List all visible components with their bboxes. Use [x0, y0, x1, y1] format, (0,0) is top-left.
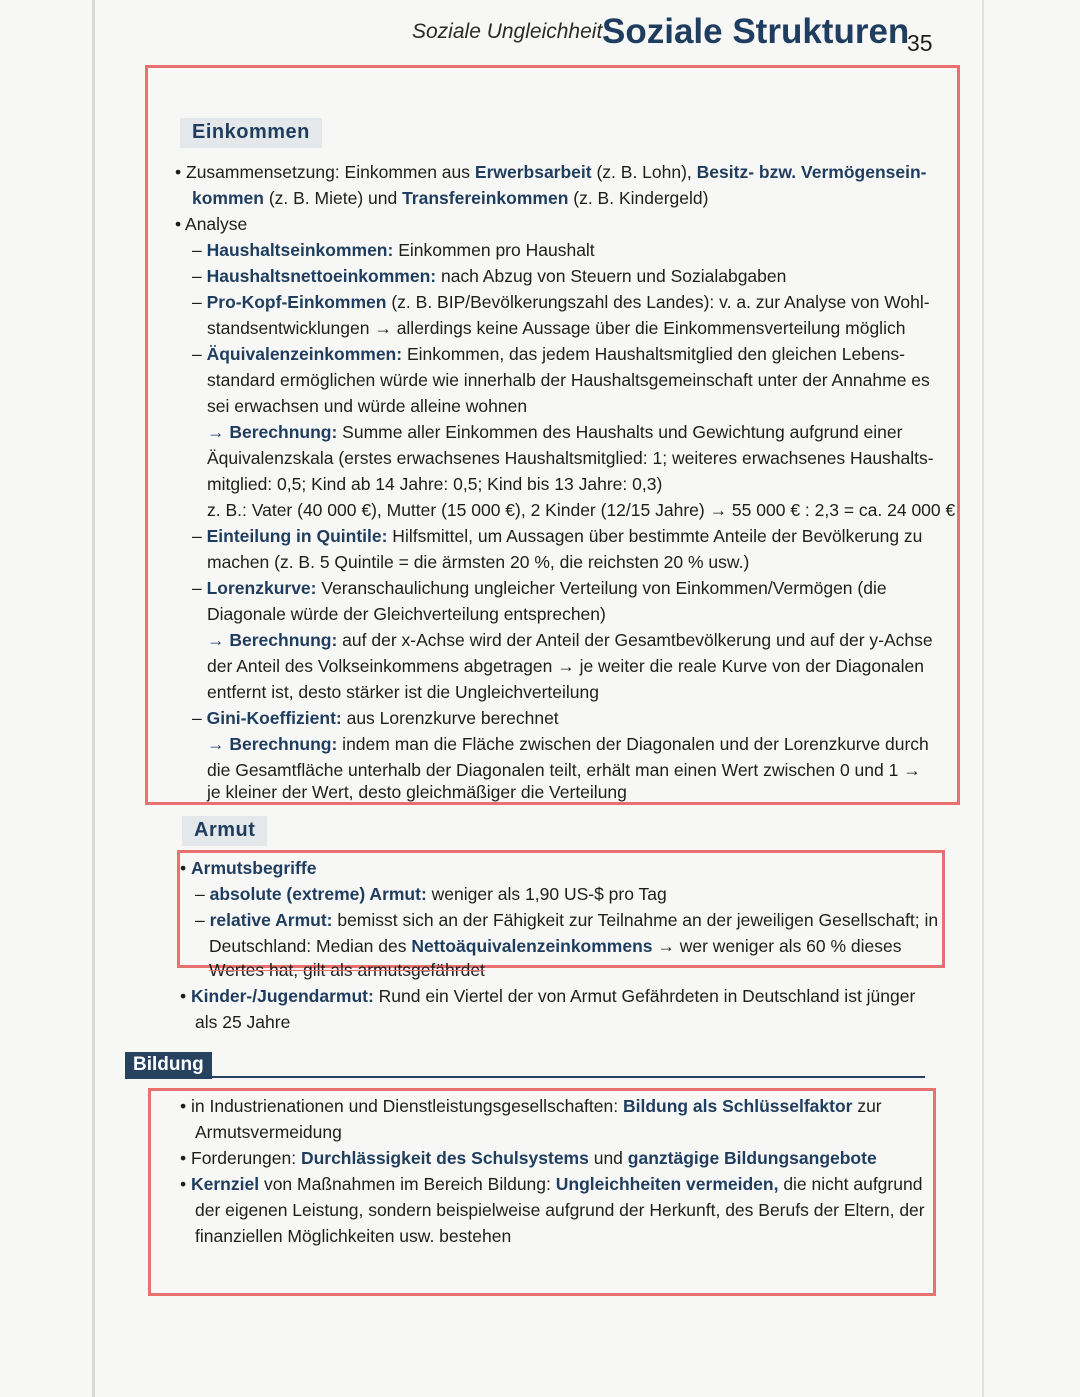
sub-item-continuation: sei erwachsen und würde alleine wohnen — [207, 396, 528, 416]
calculation-note-continuation: die Gesamtfläche unterhalb der Diagonalen teilt, erhält man einen Wert zwischen 0 und 1 → — [207, 760, 921, 780]
sub-item: – Haushaltseinkommen: Einkommen pro Haushalt — [192, 240, 595, 260]
calculation-note-continuation: Äquivalenzskala (erstes erwachsenes Haushaltsmitglied: 1; weiteres erwachsenes Haushalts- — [207, 448, 934, 468]
list-item: • Kernziel von Maßnahmen im Bereich Bildung: Ungleichheiten vermeiden, die nicht aufgrund — [180, 1174, 923, 1194]
calculation-note: → Berechnung: auf der x-Achse wird der Anteil der Gesamtbevölkerung und auf der y-Achse — [207, 630, 933, 650]
list-item-continuation: kommen (z. B. Miete) und Transfereinkommen (z. B. Kindergeld) — [192, 188, 709, 208]
list-item-continuation: als 25 Jahre — [195, 1012, 291, 1032]
section-label-bildung: Bildung — [125, 1052, 212, 1079]
sub-item: – Gini-Koeffizient: aus Lorenzkurve berechnet — [192, 708, 559, 728]
sub-item: – Pro-Kopf-Einkommen (z. B. BIP/Bevölkerungszahl des Landes): v. a. zur Analyse von Wohl- — [192, 292, 930, 312]
sub-item-continuation: standard ermöglichen würde wie innerhalb der Haushaltsgemeinschaft unter der Annahme es — [207, 370, 930, 390]
page-edge-left — [92, 0, 95, 1397]
list-item-continuation: Armutsvermeidung — [195, 1122, 342, 1142]
list-item: • in Industrienationen und Dienstleistungsgesellschaften: Bildung als Schlüsselfaktor zur — [180, 1096, 882, 1116]
list-item: • Analyse — [175, 214, 248, 234]
page-number: 35 — [907, 30, 933, 56]
sub-item: – Äquivalenzeinkommen: Einkommen, das jedem Haushaltsmitglied den gleichen Lebens- — [192, 344, 905, 364]
sub-item: – relative Armut: bemisst sich an der Fähigkeit zur Teilnahme an der jeweiligen Gesellschaft; in — [195, 910, 939, 930]
calculation-note-continuation: der Anteil des Volkseinkommens abgetragen → je weiter die reale Kurve von der Diagonalen — [207, 656, 924, 676]
page-edge-right — [982, 0, 984, 1397]
list-item-continuation: der eigenen Leistung, sondern beispielweise aufgrund der Herkunft, des Berufs der Eltern, der — [195, 1200, 925, 1220]
page-title: Soziale Strukturen — [602, 12, 910, 51]
calculation-note: → Berechnung: indem man die Fläche zwischen der Diagonalen und der Lorenzkurve durch — [207, 734, 929, 754]
sub-item-continuation: Wertes hat, gilt als armutsgefährdet — [209, 960, 485, 980]
calculation-note: → Berechnung: Summe aller Einkommen des Haushalts und Gewichtung aufgrund einer — [207, 422, 903, 442]
sub-item: – absolute (extreme) Armut: weniger als 1,90 US-$ pro Tag — [195, 884, 667, 904]
list-item: • Forderungen: Durchlässigkeit des Schulsystems und ganztägige Bildungsangebote — [180, 1148, 877, 1168]
sub-item: – Einteilung in Quintile: Hilfsmittel, um Aussagen über bestimmte Anteile der Bevölkerung zu — [192, 526, 923, 546]
sub-item-continuation: Diagonale würde der Gleichverteilung entsprechen) — [207, 604, 606, 624]
sub-item: – Haushaltsnettoeinkommen: nach Abzug von Steuern und Sozialabgaben — [192, 266, 787, 286]
section-label-armut: Armut — [182, 816, 267, 846]
sub-item-continuation: machen (z. B. 5 Quintile = die ärmsten 20 %, die reichsten 20 % usw.) — [207, 552, 750, 572]
calculation-note-continuation: je kleiner der Wert, desto gleichmäßiger die Verteilung — [207, 782, 627, 802]
page-header — [410, 10, 950, 60]
calculation-note-continuation: mitglied: 0,5; Kind ab 14 Jahre: 0,5; Kind bis 13 Jahre: 0,3) — [207, 474, 663, 494]
sub-item-continuation: Deutschland: Median des Nettoäquivalenzeinkommens → wer weniger als 60 % dieses — [209, 936, 902, 956]
calculation-example: z. B.: Vater (40 000 €), Mutter (15 000 €), 2 Kinder (12/15 Jahre) → 55 000 € : 2,3 = ca. 24 000 € — [207, 500, 956, 520]
calculation-note-continuation: entfernt ist, desto stärker ist die Ungleichverteilung — [207, 682, 599, 702]
sub-item: – Lorenzkurve: Veranschaulichung ungleicher Verteilung von Einkommen/Vermögen (die — [192, 578, 887, 598]
section-label-einkommen: Einkommen — [180, 118, 322, 148]
list-item: • Kinder-/Jugendarmut: Rund ein Viertel der von Armut Gefährdeten in Deutschland ist jünger — [180, 986, 916, 1006]
list-item-continuation: finanziellen Möglichkeiten usw. bestehen — [195, 1226, 512, 1246]
section-divider — [125, 1076, 925, 1078]
header-subtitle: Soziale Ungleichheit — [412, 20, 603, 43]
list-item: • Armutsbegriffe — [180, 858, 317, 878]
list-item: • Zusammensetzung: Einkommen aus Erwerbsarbeit (z. B. Lohn), Besitz- bzw. Vermögensein- — [175, 162, 927, 182]
sub-item-continuation: standsentwicklungen → allerdings keine Aussage über die Einkommensverteilung möglich — [207, 318, 906, 338]
